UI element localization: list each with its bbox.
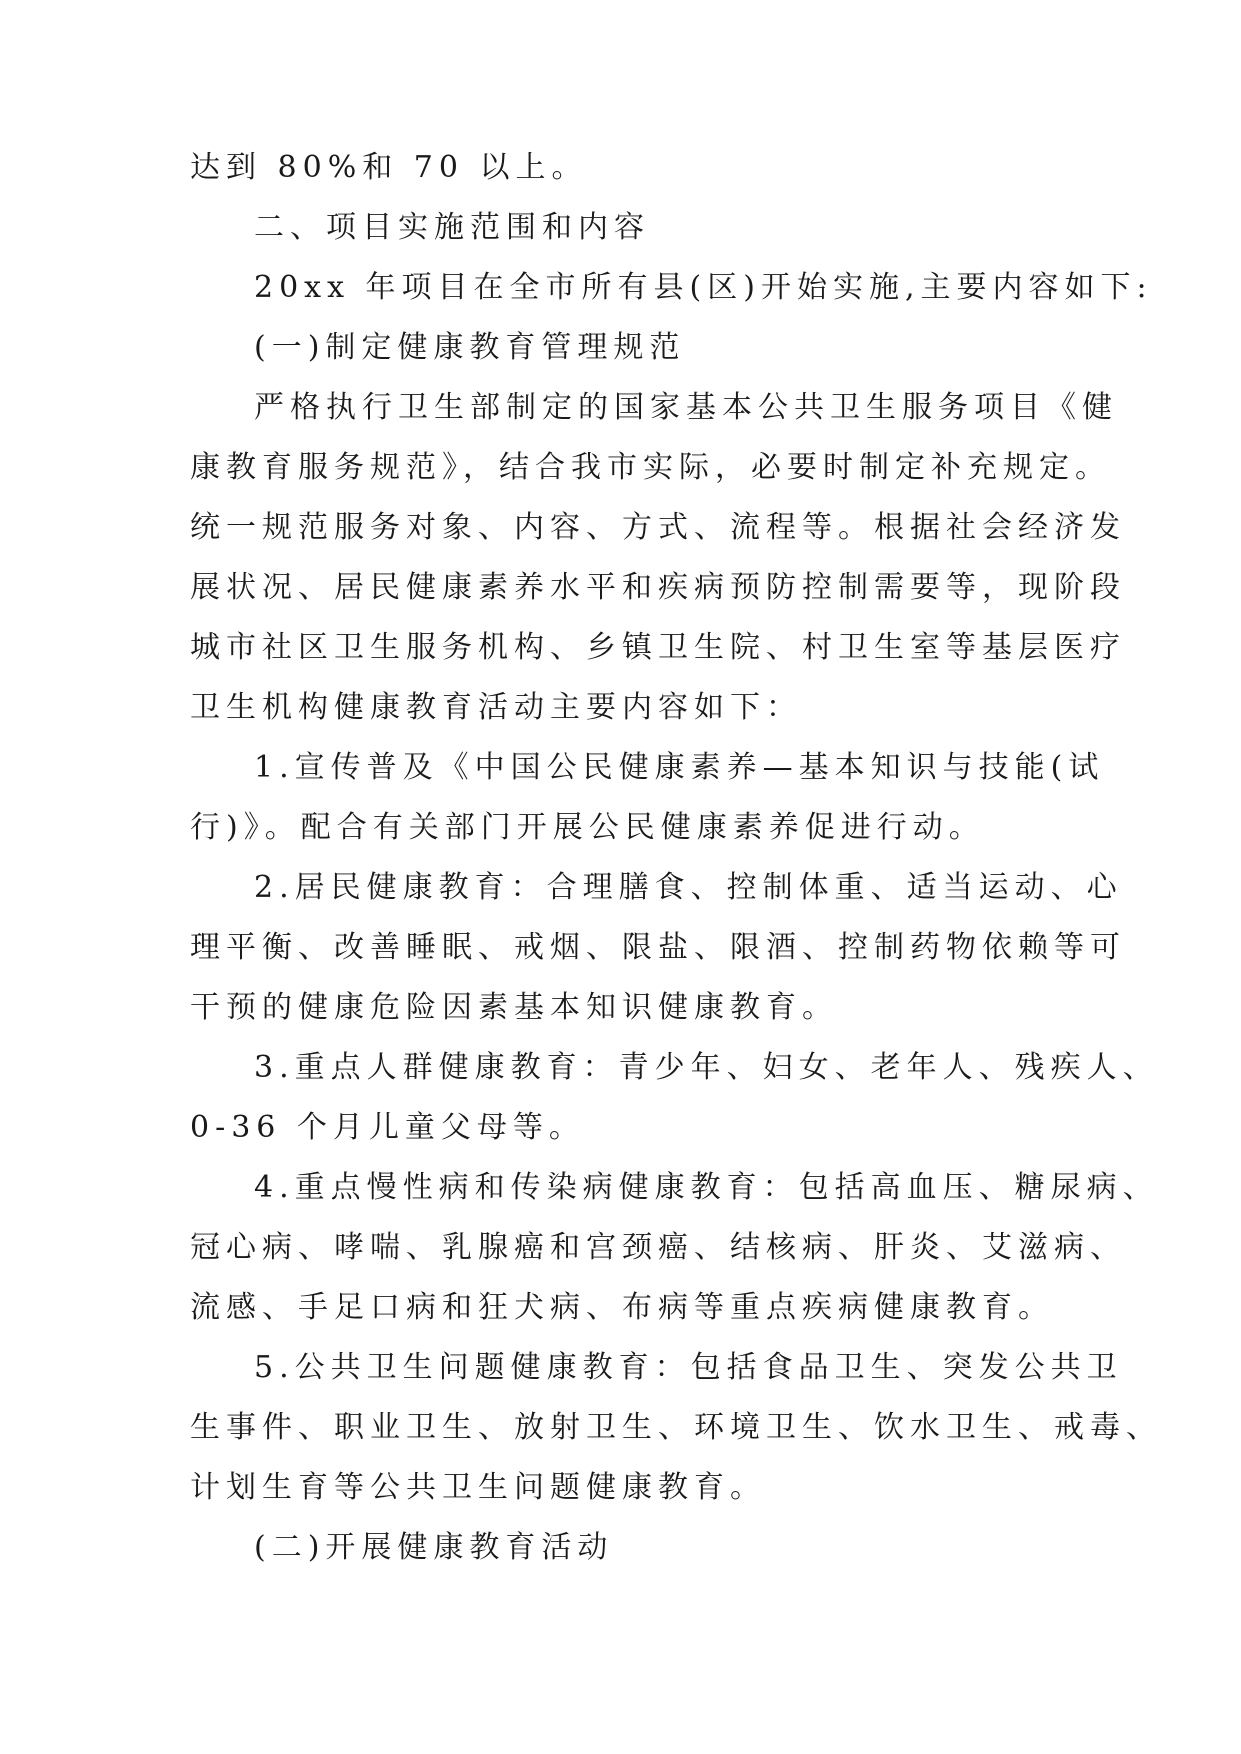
text-line: 统一规范服务对象、内容、方式、流程等。根据社会经济发 (190, 510, 1126, 545)
text-line: 严格执行卫生部制定的国家基本公共卫生服务项目《健 (254, 390, 1118, 425)
text-line: 理平衡、改善睡眠、戒烟、限盐、限酒、控制药物依赖等可 (190, 930, 1126, 965)
text-line: 行)》。配合有关部门开展公民健康素养促进行动。 (190, 810, 985, 845)
text-line: 城市社区卫生服务机构、乡镇卫生院、村卫生室等基层医疗 (190, 630, 1126, 665)
text-line: 干预的健康危险因素基本知识健康教育。 (190, 990, 838, 1025)
text-line: 卫生机构健康教育活动主要内容如下： (190, 690, 802, 725)
list-item: 5.公共卫生问题健康教育：包括食品卫生、突发公共卫 (254, 1350, 1123, 1385)
list-item: 3.重点人群健康教育：青少年、妇女、老年人、残疾人、 (254, 1050, 1159, 1085)
text-line: 展状况、居民健康素养水平和疾病预防控制需要等，现阶段 (190, 570, 1126, 605)
subsection-heading: (一)制定健康教育管理规范 (254, 330, 686, 365)
text-line: 冠心病、哮喘、乳腺癌和宫颈癌、结核病、肝炎、艾滋病、 (190, 1230, 1126, 1265)
list-item: 2.居民健康教育：合理膳食、控制体重、适当运动、心 (254, 870, 1123, 905)
text-line: 生事件、职业卫生、放射卫生、环境卫生、饮水卫生、戒毒、 (190, 1410, 1162, 1445)
text-line: 流感、手足口病和狂犬病、布病等重点疾病健康教育。 (190, 1290, 1054, 1325)
list-item: 1.宣传普及《中国公民健康素养—基本知识与技能(试 (254, 750, 1105, 785)
text-line: 计划生育等公共卫生问题健康教育。 (190, 1470, 766, 1505)
text-line: 20xx 年项目在全市所有县(区)开始实施,主要内容如下: (254, 270, 1153, 305)
subsection-heading: (二)开展健康教育活动 (254, 1530, 614, 1565)
text-line: 达到 80%和 70 以上。 (190, 150, 588, 185)
section-heading: 二、项目实施范围和内容 (254, 210, 650, 245)
text-line: 康教育服务规范》，结合我市实际，必要时制定补充规定。 (190, 450, 1111, 485)
list-item: 4.重点慢性病和传染病健康教育：包括高血压、糖尿病、 (254, 1170, 1159, 1205)
text-line: 0-36 个月儿童父母等。 (190, 1110, 585, 1145)
